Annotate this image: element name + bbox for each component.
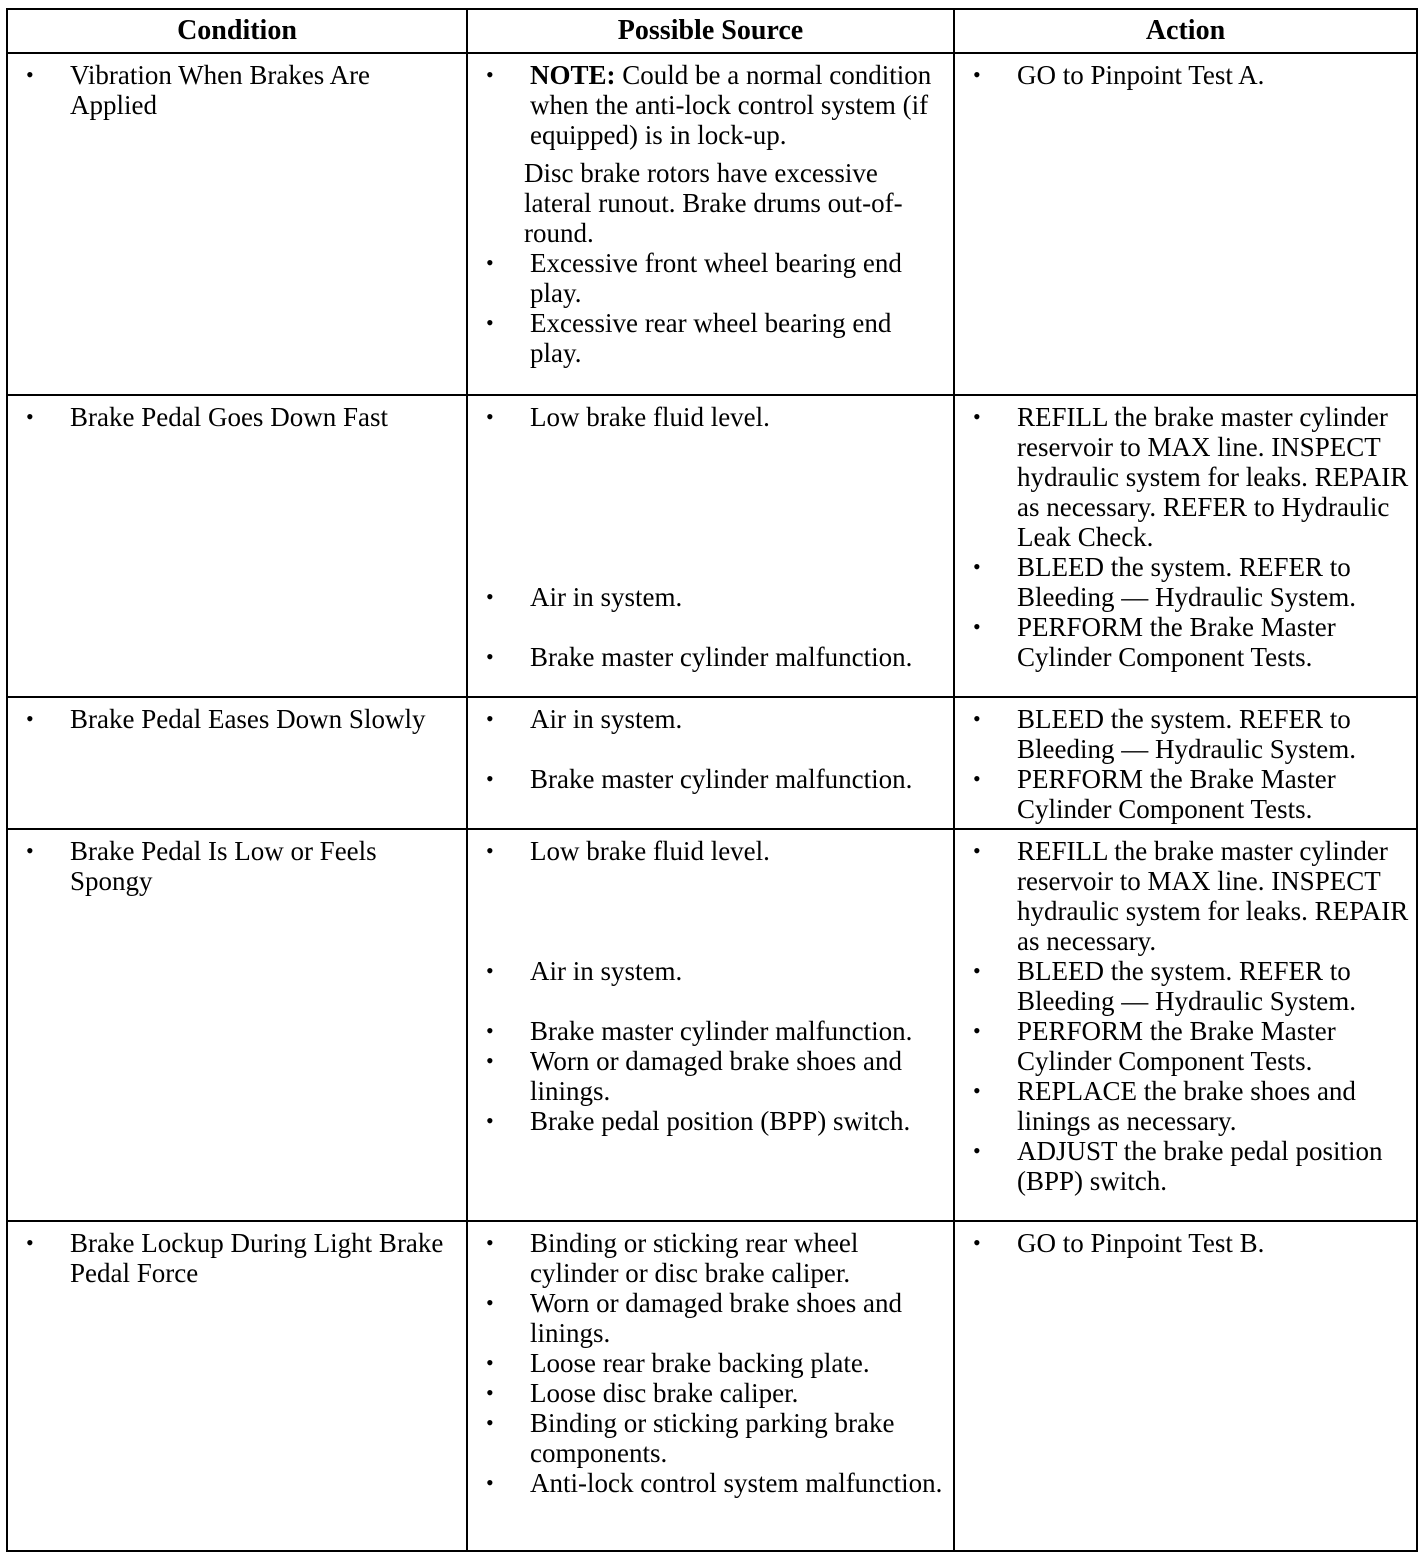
condition-text: Vibration When Brakes Are Applied — [70, 60, 371, 120]
source-text: Worn or damaged brake shoes and linings. — [530, 1288, 902, 1348]
bullet-icon: • — [973, 1078, 981, 1103]
bullet-icon: • — [486, 1470, 494, 1495]
condition-cell — [7, 697, 467, 829]
action-text: PERFORM the Brake Master Cylinder Component Tests. — [1017, 764, 1336, 824]
bullet-icon: • — [486, 1410, 494, 1435]
action-cell — [954, 53, 1417, 395]
bullet-icon: • — [973, 62, 981, 87]
condition-cell — [7, 395, 467, 697]
bullet-icon: • — [486, 250, 494, 275]
source-text: Excessive rear wheel bearing end play. — [530, 308, 892, 368]
action-cell — [954, 1221, 1417, 1551]
source-cell — [467, 53, 954, 395]
table-row — [7, 1221, 1417, 1551]
condition-text: Brake Pedal Goes Down Fast — [70, 402, 388, 432]
bullet-icon: • — [486, 1350, 494, 1375]
note-text: Could be a normal condition when the anti-lock control system (if equipped) is in lock-up. — [530, 60, 932, 150]
source-text: Binding or sticking parking brake components. — [530, 1408, 895, 1468]
condition-text: Brake Lockup During Light Brake Pedal Force — [70, 1228, 444, 1288]
action-text: REPLACE the brake shoes and linings as necessary. — [1017, 1076, 1356, 1136]
bullet-icon: • — [973, 1138, 981, 1163]
action-text: BLEED the system. REFER to Bleeding — Hydraulic System. — [1017, 552, 1356, 612]
bullet-icon: • — [486, 1230, 494, 1255]
source-text: Loose rear brake backing plate. — [530, 1348, 870, 1378]
source-text: Worn or damaged brake shoes and linings. — [530, 1046, 902, 1106]
bullet-icon: • — [973, 958, 981, 983]
table-row — [7, 829, 1417, 1221]
bullet-icon: • — [26, 62, 34, 87]
header-possible-source: Possible Source — [467, 9, 954, 53]
condition-text: Brake Pedal Is Low or Feels Spongy — [70, 836, 377, 896]
bullet-icon: • — [486, 706, 494, 731]
bullet-icon: • — [973, 706, 981, 731]
bullet-icon: • — [486, 1380, 494, 1405]
note-label: NOTE: — [530, 60, 616, 90]
source-text: Low brake fluid level. — [530, 836, 770, 866]
action-text: REFILL the brake master cylinder reservoir to MAX line. INSPECT hydraulic system for leaks. REPAIR as necessary. REFER to Hydraulic Leak Check. — [1017, 402, 1409, 552]
bullet-icon: • — [486, 1018, 494, 1043]
source-text: Disc brake rotors have excessive lateral runout. Brake drums out-of-round. — [524, 158, 903, 248]
bullet-icon: • — [973, 614, 981, 639]
source-text: Anti-lock control system malfunction. — [530, 1468, 943, 1498]
condition-text: Brake Pedal Eases Down Slowly — [70, 704, 426, 734]
source-cell — [467, 395, 954, 697]
source-cell — [467, 829, 954, 1221]
source-text: Brake master cylinder malfunction. — [530, 764, 913, 794]
source-text: Brake master cylinder malfunction. — [530, 642, 913, 672]
bullet-icon: • — [973, 1230, 981, 1255]
action-text: BLEED the system. REFER to Bleeding — Hydraulic System. — [1017, 704, 1356, 764]
bullet-icon: • — [973, 554, 981, 579]
bullet-icon: • — [486, 838, 494, 863]
table-row — [7, 395, 1417, 697]
action-text: GO to Pinpoint Test B. — [1017, 1228, 1265, 1258]
bullet-icon: • — [486, 404, 494, 429]
header-condition: Condition — [7, 9, 467, 53]
diagnosis-table — [6, 8, 1418, 1552]
bullet-icon: • — [973, 838, 981, 863]
source-text: Binding or sticking rear wheel cylinder or disc brake caliper. — [530, 1228, 859, 1288]
bullet-icon: • — [973, 1018, 981, 1043]
source-text: Brake pedal position (BPP) switch. — [530, 1106, 911, 1136]
table-row — [7, 53, 1417, 395]
action-text: ADJUST the brake pedal position (BPP) switch. — [1017, 1136, 1383, 1196]
condition-cell — [7, 1221, 467, 1551]
source-text: Brake master cylinder malfunction. — [530, 1016, 913, 1046]
bullet-icon: • — [486, 310, 494, 335]
action-text: PERFORM the Brake Master Cylinder Component Tests. — [1017, 1016, 1336, 1076]
header-action: Action — [954, 9, 1417, 53]
bullet-icon: • — [26, 1230, 34, 1255]
source-text: Low brake fluid level. — [530, 402, 770, 432]
bullet-icon: • — [26, 706, 34, 731]
action-cell — [954, 697, 1417, 829]
source-text: Air in system. — [530, 582, 683, 612]
action-text: BLEED the system. REFER to Bleeding — Hydraulic System. — [1017, 956, 1356, 1016]
action-text: GO to Pinpoint Test A. — [1017, 60, 1265, 90]
bullet-icon: • — [973, 404, 981, 429]
bullet-icon: • — [486, 62, 494, 87]
bullet-icon: • — [486, 644, 494, 669]
bullet-icon: • — [26, 404, 34, 429]
table-row — [7, 697, 1417, 829]
action-cell — [954, 395, 1417, 697]
bullet-icon: • — [486, 1290, 494, 1315]
source-text: Air in system. — [530, 704, 683, 734]
source-text: Air in system. — [530, 956, 683, 986]
source-text: Excessive front wheel bearing end play. — [530, 248, 902, 308]
header-row — [7, 9, 1417, 53]
bullet-icon: • — [486, 1108, 494, 1133]
bullet-icon: • — [486, 958, 494, 983]
condition-cell — [7, 53, 467, 395]
bullet-icon: • — [26, 838, 34, 863]
source-text: Loose disc brake caliper. — [530, 1378, 799, 1408]
action-text: REFILL the brake master cylinder reservoir to MAX line. INSPECT hydraulic system for leaks. REPAIR as necessary. — [1017, 836, 1409, 956]
action-cell — [954, 829, 1417, 1221]
bullet-icon: • — [486, 766, 494, 791]
bullet-icon: • — [973, 766, 981, 791]
bullet-icon: • — [486, 584, 494, 609]
source-cell — [467, 697, 954, 829]
action-text: PERFORM the Brake Master Cylinder Component Tests. — [1017, 612, 1336, 672]
source-cell — [467, 1221, 954, 1551]
bullet-icon: • — [486, 1048, 494, 1073]
condition-cell — [7, 829, 467, 1221]
